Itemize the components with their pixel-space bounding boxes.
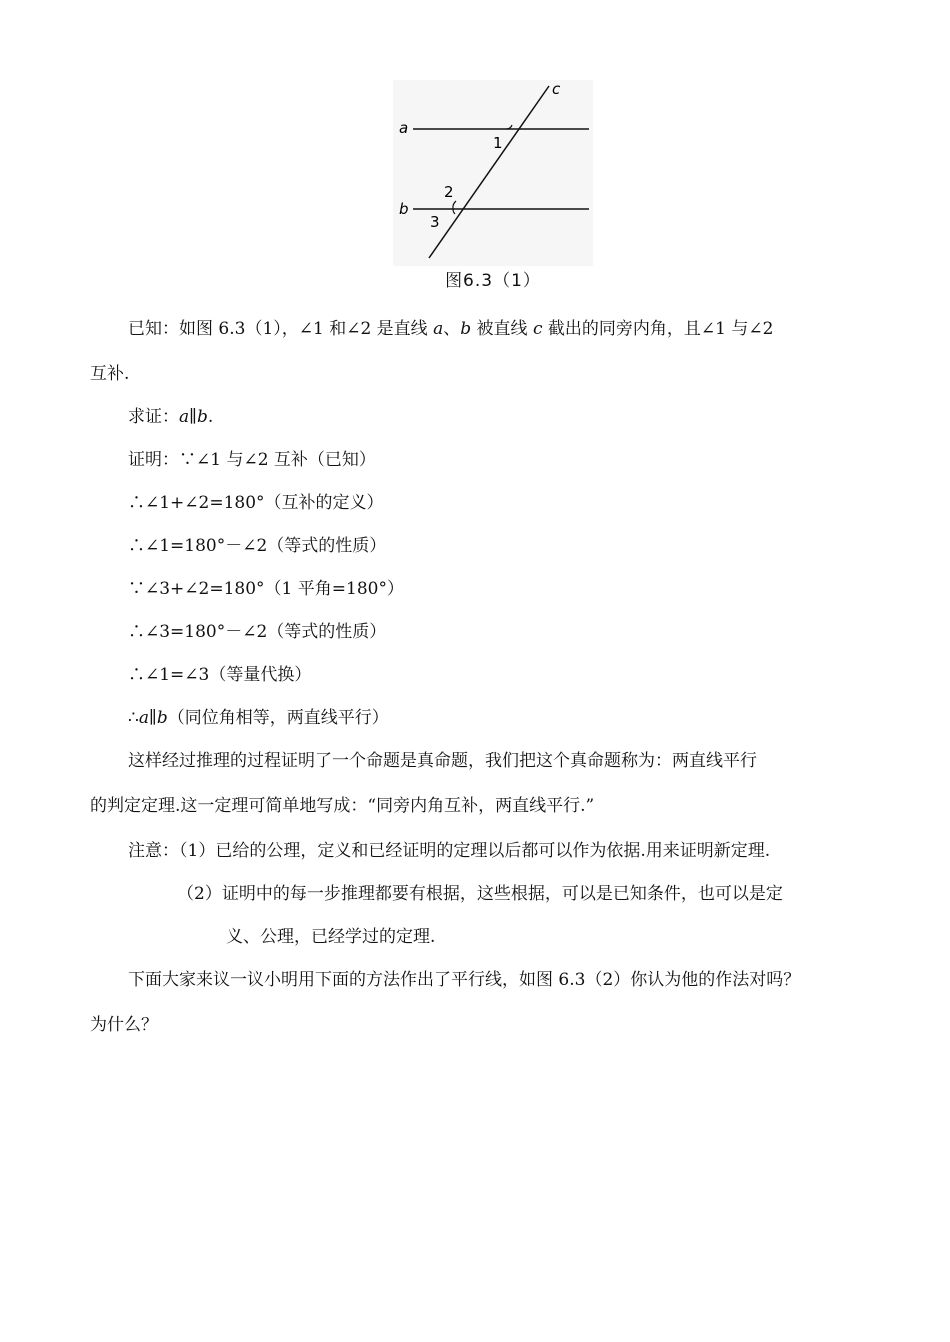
given-var-c: c	[532, 319, 543, 339]
discussion-line-1: 下面大家来议一议小明用下面的方法作出了平行线，如图 6.3（2）你认为他的作法对吗？	[128, 970, 801, 990]
proof-var-a: a	[138, 708, 149, 728]
given-continuation: 互补.	[90, 364, 130, 384]
label-angle-3: 3	[430, 213, 440, 231]
prove-statement	[90, 406, 908, 428]
label-angle-1: 1	[493, 134, 503, 152]
note-line-1: 注意：（1）已给的公理，定义和已经证明的定理以后都可以作为依据.用来证明新定理.	[128, 841, 771, 861]
given-text-1: 已知：如图 6.3（1），∠1 和∠2 是直线	[128, 319, 434, 339]
angle-2-arc	[453, 201, 456, 209]
parallel-symbol: ∥	[148, 708, 157, 728]
line-c	[429, 86, 549, 258]
summary-line-2: 的判定定理.这一定理可简单地写成：“同旁内角互补，两直线平行.”	[90, 796, 595, 816]
given-var-b: b	[460, 319, 472, 339]
proof-step-4: ∵∠3+∠2=180°（1 平角=180°）	[128, 579, 404, 599]
given-text-3: 截出的同旁内角，且∠1 与∠2	[542, 319, 774, 339]
proof-step-7	[90, 707, 908, 729]
parallel-lines-diagram	[393, 80, 593, 266]
prove-end: .	[207, 407, 214, 427]
given-separator: 、	[443, 319, 461, 339]
summary-line-1: 这样经过推理的过程证明了一个命题是真命题，我们把这个真命题称为：两直线平行	[128, 751, 757, 771]
proof-step-3: ∴∠1=180°－∠2（等式的性质）	[128, 536, 387, 556]
discussion-line-2: 为什么？	[90, 1015, 158, 1035]
prove-label: 求证：	[128, 407, 179, 427]
parallel-lines-figure	[393, 80, 593, 266]
given-statement	[90, 318, 908, 340]
label-angle-2: 2	[444, 183, 454, 201]
proof-var-b: b	[156, 708, 168, 728]
proof-reason: （同位角相等，两直线平行）	[167, 708, 389, 728]
figure-caption: 图6.3（1）	[445, 271, 541, 291]
therefore-symbol: ∴	[128, 708, 139, 728]
label-b: b	[399, 200, 409, 218]
proof-step-2: ∴∠1+∠2=180°（互补的定义）	[128, 493, 384, 513]
prove-var-a: a	[179, 407, 190, 427]
note-line-3: 义、公理，已经学过的定理.	[226, 927, 436, 947]
label-c: c	[552, 80, 561, 98]
note-line-2: （2）证明中的每一步推理都要有根据，这些根据，可以是已知条件，也可以是定	[177, 884, 783, 904]
label-a: a	[399, 119, 409, 137]
given-text-2: 被直线	[471, 319, 533, 339]
proof-step-6: ∴∠1=∠3（等量代换）	[128, 665, 312, 685]
given-var-a: a	[433, 319, 444, 339]
parallel-symbol: ∥	[189, 407, 197, 427]
prove-var-b: b	[197, 407, 208, 427]
proof-step-1: 证明：∵∠1 与∠2 互补（已知）	[128, 450, 376, 470]
proof-step-5: ∴∠3=180°－∠2（等式的性质）	[128, 622, 387, 642]
